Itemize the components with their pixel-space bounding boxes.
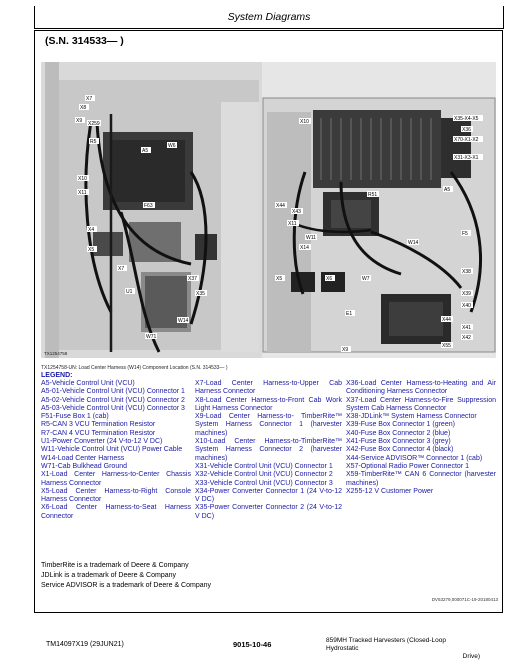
svg-text:W14: W14: [178, 318, 189, 324]
legend-item: X39-Fuse Box Connector 1 (green): [346, 421, 455, 429]
legend-item: X36-Load Center Harness-to-Heating and Air Conditioning Harness Connector: [346, 380, 496, 396]
legend-item: X5-Load Center Harness-to-Right Console Harness Connector: [41, 487, 191, 504]
svg-text:X31-X3-X1: X31-X3-X1: [454, 155, 479, 161]
svg-text:W11: W11: [306, 235, 316, 241]
figure-caption: TX1254758-UN: Load Center Harness (W14) Component Location (S.N. 314533— ): [41, 365, 228, 371]
legend-item: X44-Service ADVISOR™ Connector 1 (cab): [346, 454, 483, 462]
svg-text:W6: W6: [168, 143, 176, 149]
svg-text:R51: R51: [368, 192, 378, 198]
svg-text:U1: U1: [126, 289, 133, 295]
svg-text:X259: X259: [88, 121, 100, 127]
svg-text:X8: X8: [80, 105, 87, 111]
svg-text:X42: X42: [462, 335, 471, 341]
footer-page-number: 9015-10-46: [233, 640, 272, 649]
svg-text:X4: X4: [88, 227, 95, 233]
legend-item: R5-CAN 3 VCU Termination Resistor: [41, 421, 156, 429]
svg-text:X41: X41: [462, 325, 471, 331]
trademark-note: JDLink is a trademark of Deere & Company: [41, 572, 176, 579]
legend-item: A5-03-Vehicle Control Unit (VCU) Connector 3: [41, 404, 185, 412]
svg-text:X55: X55: [442, 343, 451, 349]
legend-item: U1-Power Converter (24 V-to-12 V DC): [41, 438, 163, 446]
svg-text:X35: X35: [196, 291, 205, 297]
footer-machine-title-line1: 859MH Tracked Harvesters (Closed-Loop Hydrostatic: [326, 637, 446, 652]
svg-text:X9: X9: [342, 347, 349, 353]
svg-text:X11: X11: [78, 190, 87, 196]
svg-text:X35-X4-X5: X35-X4-X5: [454, 116, 479, 122]
trademark-note: Service ADVISOR is a trademark of Deere & Company: [41, 582, 212, 589]
svg-text:X37: X37: [188, 276, 197, 282]
trademark-note: TimberRite is a trademark of Deere & Company: [41, 562, 189, 569]
svg-text:X10: X10: [300, 119, 309, 125]
svg-text:X14: X14: [300, 245, 309, 251]
legend-item: W71-Cab Bulkhead Ground: [41, 462, 127, 470]
left-photo: [41, 62, 262, 358]
svg-text:X70-X1-X2: X70-X1-X2: [454, 137, 479, 143]
legend-item: X41-Fuse Box Connector 3 (grey): [346, 438, 451, 446]
legend-item: R7-CAN 4 VCU Termination Resistor: [41, 429, 156, 437]
legend-column-1: [41, 380, 191, 521]
legend-item: X32-Vehicle Control Unit (VCU) Connector 2: [195, 471, 333, 479]
svg-text:W14: W14: [408, 240, 419, 246]
document-id: DV53279,000071C-19-20180413: [431, 597, 498, 602]
legend-item: A5-01-Vehicle Control Unit (VCU) Connector 1: [41, 388, 185, 396]
legend-item: X6-Load Center Harness-to-Seat Harness Connector: [41, 504, 191, 520]
legend-item: X42-Fuse Box Connector 4 (black): [346, 446, 454, 454]
legend-item: X59-TimberRite™ CAN 6 Connector (harvester machines): [346, 471, 496, 487]
legend-column-3: [346, 380, 496, 496]
svg-text:X7: X7: [86, 96, 93, 102]
svg-text:X40: X40: [462, 303, 471, 309]
figure-id: TX1254758: [44, 351, 68, 356]
legend-item: A5-02-Vehicle Control Unit (VCU) Connector 2: [41, 396, 185, 404]
svg-text:X11: X11: [288, 221, 297, 227]
legend-item: X9-Load Center Harness-to- TimberRite™ System Harness Connector 1 (harvester machines): [195, 413, 342, 437]
header-title: System Diagrams: [227, 11, 311, 23]
legend-item: X10-Load Center Harness-to-TimberRite™ System Harness Connector 2 (harvester machines): [195, 438, 342, 462]
svg-text:X44: X44: [442, 317, 451, 323]
svg-text:R5: R5: [90, 139, 97, 145]
svg-text:X36: X36: [462, 127, 471, 133]
content-box: [34, 30, 503, 613]
svg-text:X10: X10: [78, 176, 87, 182]
legend-item: A5-Vehicle Control Unit (VCU): [41, 380, 135, 387]
legend-item: X1-Load Center Harness-to-Center Chassis Harness Connector: [41, 471, 191, 487]
legend-item: X33-Vehicle Control Unit (VCU) Connector 3: [195, 479, 333, 487]
svg-text:X44: X44: [276, 203, 285, 209]
legend-item: X35-Power Converter Connector 2 (24 V-to-12 V DC): [195, 504, 342, 520]
svg-text:X5: X5: [276, 276, 283, 282]
legend-item: W11-Vehicle Control Unit (VCU) Power Cable: [41, 446, 183, 454]
svg-text:X39: X39: [462, 291, 471, 297]
legend-item: F51-Fuse Box 1 (cab): [41, 413, 109, 421]
svg-text:X9: X9: [76, 118, 83, 124]
svg-text:X5: X5: [88, 247, 95, 253]
svg-text:E1: E1: [346, 311, 353, 317]
legend-item: X34-Power Converter Connector 1 (24 V-to-12 V DC): [195, 487, 342, 504]
svg-text:X43: X43: [292, 209, 301, 215]
svg-text:X6: X6: [326, 276, 333, 282]
svg-text:W7: W7: [362, 276, 370, 282]
svg-text:A5: A5: [444, 187, 451, 193]
svg-text:X7: X7: [118, 266, 125, 272]
legend-item: W14-Load Center Harness: [41, 454, 125, 462]
footer-manual-id: TM14097X19 (29JUN21): [46, 641, 124, 648]
legend-column-2: [195, 380, 342, 521]
footer-machine-title: [326, 637, 480, 661]
footer-machine-title-line2: Drive): [462, 653, 480, 660]
legend-item: X57-Optional Radio Power Connector 1: [346, 462, 469, 470]
legend-item: X8-Load Center Harness-to-Front Cab Work Light Harness Connector: [195, 396, 342, 412]
legend-item: X31-Vehicle Control Unit (VCU) Connector 1: [195, 462, 333, 470]
svg-text:A5: A5: [142, 148, 149, 154]
legend-item: X38-JDLink™ System Harness Connector: [346, 413, 477, 421]
component-location-figure: [41, 62, 496, 358]
legend-item: X40-Fuse Box Connector 2 (blue): [346, 429, 451, 437]
legend-title: LEGEND:: [41, 372, 73, 379]
legend-item: X255-12 V Customer Power: [346, 487, 434, 495]
serial-number-heading: (S.N. 314533— ): [45, 35, 124, 47]
svg-text:W71: W71: [146, 334, 157, 340]
legend-item: X37-Load Center Harness-to-Fire Suppression System Cab Harness Connector: [346, 396, 496, 412]
legend-item: X7-Load Center Harness-to-Upper Cab Harness Connector: [195, 380, 342, 396]
svg-text:F5: F5: [462, 231, 468, 237]
svg-text:F63: F63: [144, 203, 153, 209]
svg-text:X38: X38: [462, 269, 471, 275]
